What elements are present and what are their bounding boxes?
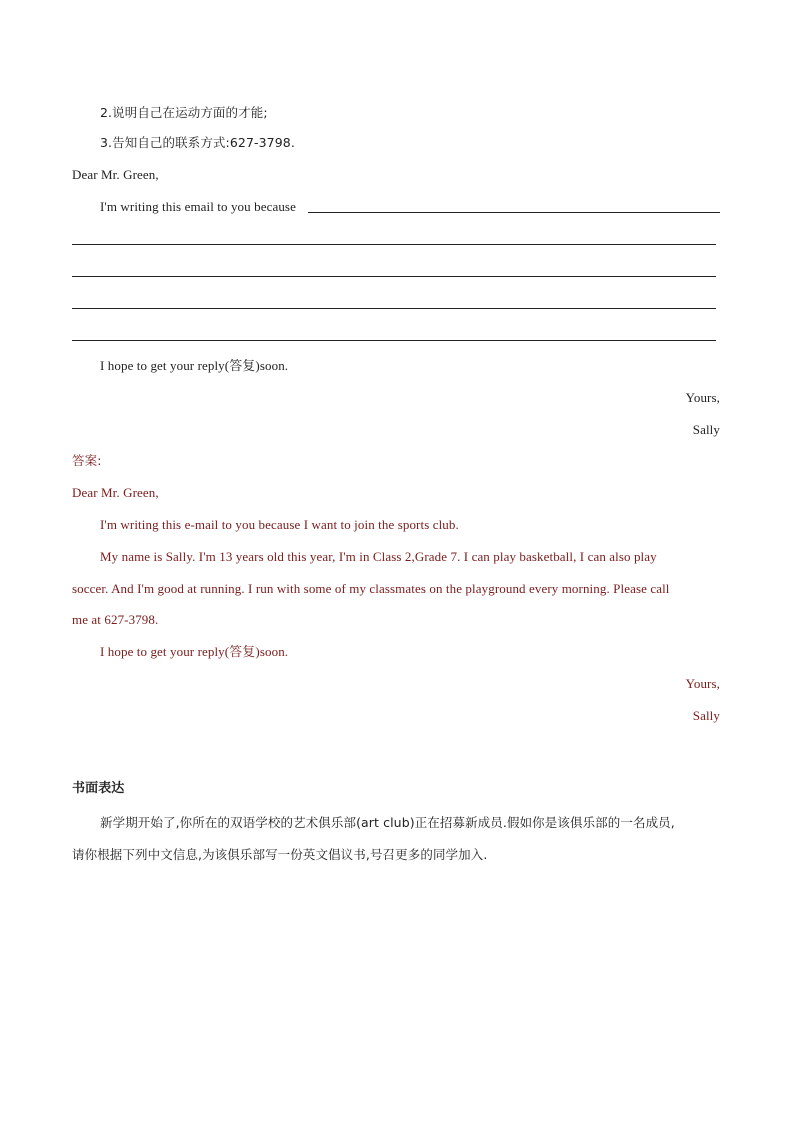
answer-line-4: me at 627-3798. bbox=[72, 612, 159, 627]
letter-greeting: Dear Mr. Green, bbox=[72, 167, 159, 182]
letter-prompt-start: I'm writing this email to you because bbox=[100, 199, 296, 214]
blank-line-3[interactable] bbox=[72, 276, 716, 277]
answer-closing-line: I hope to get your reply(答复)soon. bbox=[100, 644, 289, 659]
answer-line-2: My name is Sally. I'm 13 years old this year, I'm in Class 2,Grade 7. I can play basketball, I can also play bbox=[100, 549, 657, 564]
answer-name: Sally bbox=[692, 708, 720, 723]
blank-line-1[interactable] bbox=[308, 212, 720, 213]
instruction-3: 3.告知自己的联系方式:627-3798. bbox=[100, 135, 295, 150]
blank-line-5[interactable] bbox=[72, 340, 716, 341]
answer-line-1: I'm writing this e-mail to you because I want to join the sports club. bbox=[100, 517, 459, 532]
instruction-2: 2.说明自己在运动方面的才能; bbox=[100, 105, 268, 120]
section-prompt-line-2: 请你根据下列中文信息,为该俱乐部写一份英文倡议书,号召更多的同学加入. bbox=[72, 847, 488, 862]
letter-closing-line: I hope to get your reply(答复)soon. bbox=[100, 358, 289, 373]
section-prompt-line-1: 新学期开始了,你所在的双语学校的艺术俱乐部(art club)正在招募新成员.假如你是该俱乐部的一名成员, bbox=[100, 815, 675, 830]
blank-line-2[interactable] bbox=[72, 244, 716, 245]
answer-signoff: Yours, bbox=[685, 676, 720, 691]
letter-name: Sally bbox=[692, 422, 720, 437]
section-heading: 书面表达 bbox=[72, 781, 125, 796]
answer-line-3: soccer. And I'm good at running. I run with some of my classmates on the playground every morning. Please call bbox=[72, 581, 670, 596]
blank-line-4[interactable] bbox=[72, 308, 716, 309]
answer-label: 答案: bbox=[72, 453, 102, 468]
answer-greeting: Dear Mr. Green, bbox=[72, 485, 159, 500]
letter-signoff: Yours, bbox=[685, 390, 720, 405]
